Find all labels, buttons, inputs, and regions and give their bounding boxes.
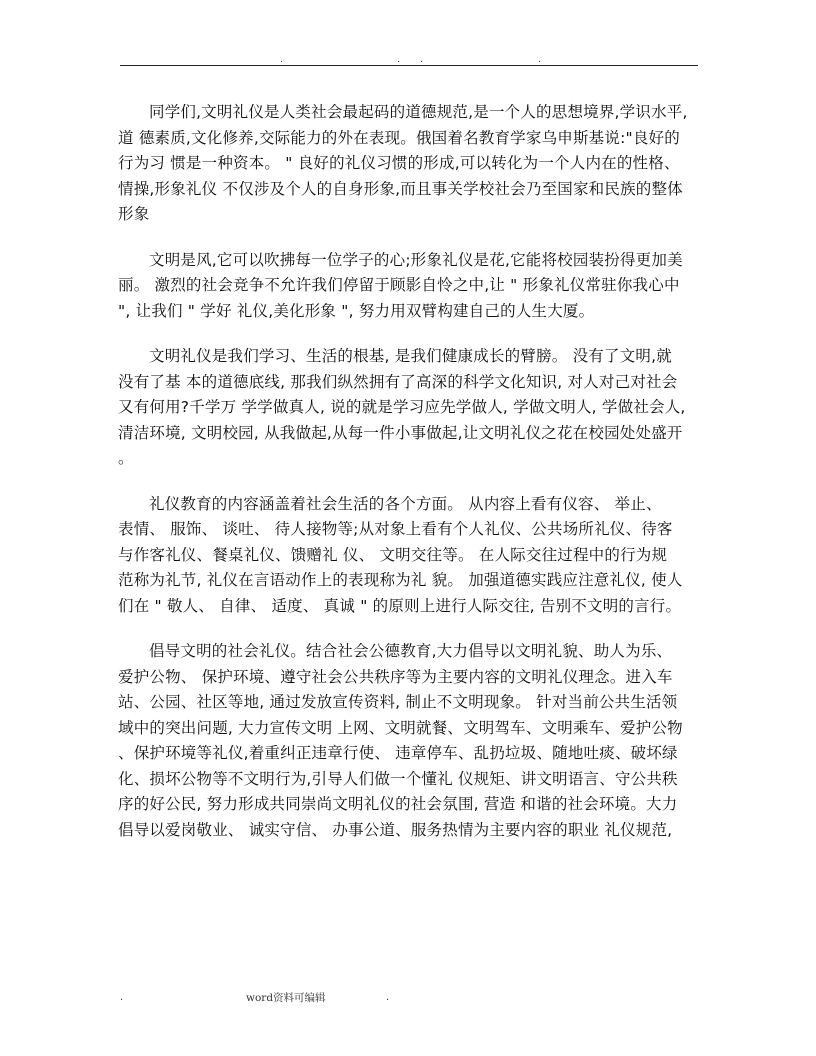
text-line: 又有何用?千学万 学学做真人, 说的就是学习应先学做人, 学做文明人, 学做社会人, (118, 398, 686, 416)
text-line: 倡导以爱岗敬业、 诚实守信、 办事公道、服务热情为主要内容的职业 礼仪规范, (118, 820, 673, 839)
paragraph-3 (118, 344, 702, 472)
text-line: 文明是风,它可以吹拂每一位学子的心;形象礼仪是花,它能将校园装扮得更加美 (149, 250, 683, 269)
document-body (118, 100, 702, 863)
text-line: 们在 " 敬人、 自律、 适度、 真诚 " 的原则上进行人际交往, 告别不文明的言行。 (118, 596, 682, 615)
text-line: 、保护环境等礼仪,着重纠正违章行使、 违章停车、乱扔垃圾、随地吐痰、破坏绿 (118, 744, 678, 762)
text-line: 化、损坏公物等不文明行为,引导人们做一个懂礼 仪规矩、讲文明语言、守公共秩 (118, 769, 678, 788)
page-footer (120, 992, 698, 1008)
footer-mark: . (386, 992, 390, 1003)
header-mark: . (538, 54, 542, 65)
text-line: 清洁环境, 文明校园, 从我做起,从每一件小事做起,让文明礼仪之花在校园处处盛开 (118, 423, 683, 442)
footer-text: word资料可编辑 (246, 992, 326, 1004)
text-line: 礼仪教育的内容涵盖着社会生活的各个方面。 从内容上看有仪容、 举止、 (149, 494, 662, 513)
text-line: ", 让我们 " 学好 礼仪,美化形象 ", 努力用双臂构建自己的人生大厦。 (118, 301, 595, 320)
header-mark: . (420, 54, 424, 65)
text-line: 形象 (118, 205, 150, 223)
paragraph-1 (118, 100, 702, 228)
text-line: 表情、 服饰、 谈吐、 待人接物等;从对象上看有个人礼仪、公共场所礼仪、待客 (118, 520, 673, 538)
paragraph-4 (118, 492, 702, 620)
text-line: 没有了基 本的道德底线, 那我们纵然拥有了高深的科学文化知识, 对人对己对社会 (118, 372, 678, 391)
footer-mark: . (120, 992, 124, 1003)
paragraph-5 (118, 639, 702, 843)
text-line: 序的好公民, 努力形成共同崇尚文明礼仪的社会氛围, 营造 和谐的社会环境。大力 (118, 795, 678, 813)
text-line: 同学们,文明礼仪是人类社会最起码的道德规范,是一个人的思想境界,学识水平, (149, 103, 688, 121)
text-line: 域中的突出问题, 大力宣传文明 上网、文明就餐、文明驾车、文明乘车、爱护公物 (118, 718, 683, 737)
header-divider (120, 65, 698, 66)
text-line: 丽。 激烈的社会竞争不允许我们停留于顾影自怜之中,让 " 形象礼仪常驻你我心中 (118, 276, 680, 294)
header-mark: . (397, 54, 401, 65)
paragraph-2 (118, 248, 702, 325)
text-line: 站、公园、社区等地, 通过发放宣传资料, 制止不文明现象。 针对当前公共生活领 (118, 693, 678, 711)
text-line: 道 德素质,文化修养,交际能力的外在表现。俄国着名教育学家乌申斯基说:"良好的 (118, 128, 680, 147)
text-line: 与作客礼仪、餐桌礼仪、馈赠礼 仪、 文明交往等。 在人际交往过程中的行为规 (118, 545, 668, 564)
text-line: 爱护公物、 保护环境、遵守社会公共秩序等为主要内容的文明礼仪理念。进入车 (118, 667, 673, 686)
text-line: 情操,形象礼仪 不仅涉及个人的自身形象,而且事关学校社会乃至国家和民族的整体 (118, 179, 683, 198)
text-line: 倡导文明的社会礼仪。结合社会公德教育,大力倡导以文明礼貌、助人为乐、 (149, 642, 673, 660)
text-line: 范称为礼节, 礼仪在言语动作上的表现称为礼 貌。 加强道德实践应注意礼仪, 使人 (118, 571, 683, 589)
text-line: 文明礼仪是我们学习、生活的根基, 是我们健康成长的臂膀。 没有了文明,就 (149, 347, 672, 365)
text-line: 。 (118, 449, 134, 467)
text-line: 行为习 惯是一种资本。 " 良好的礼仪习惯的形成,可以转化为一个人内在的性格、 (118, 154, 680, 172)
header-mark: . (280, 54, 284, 65)
